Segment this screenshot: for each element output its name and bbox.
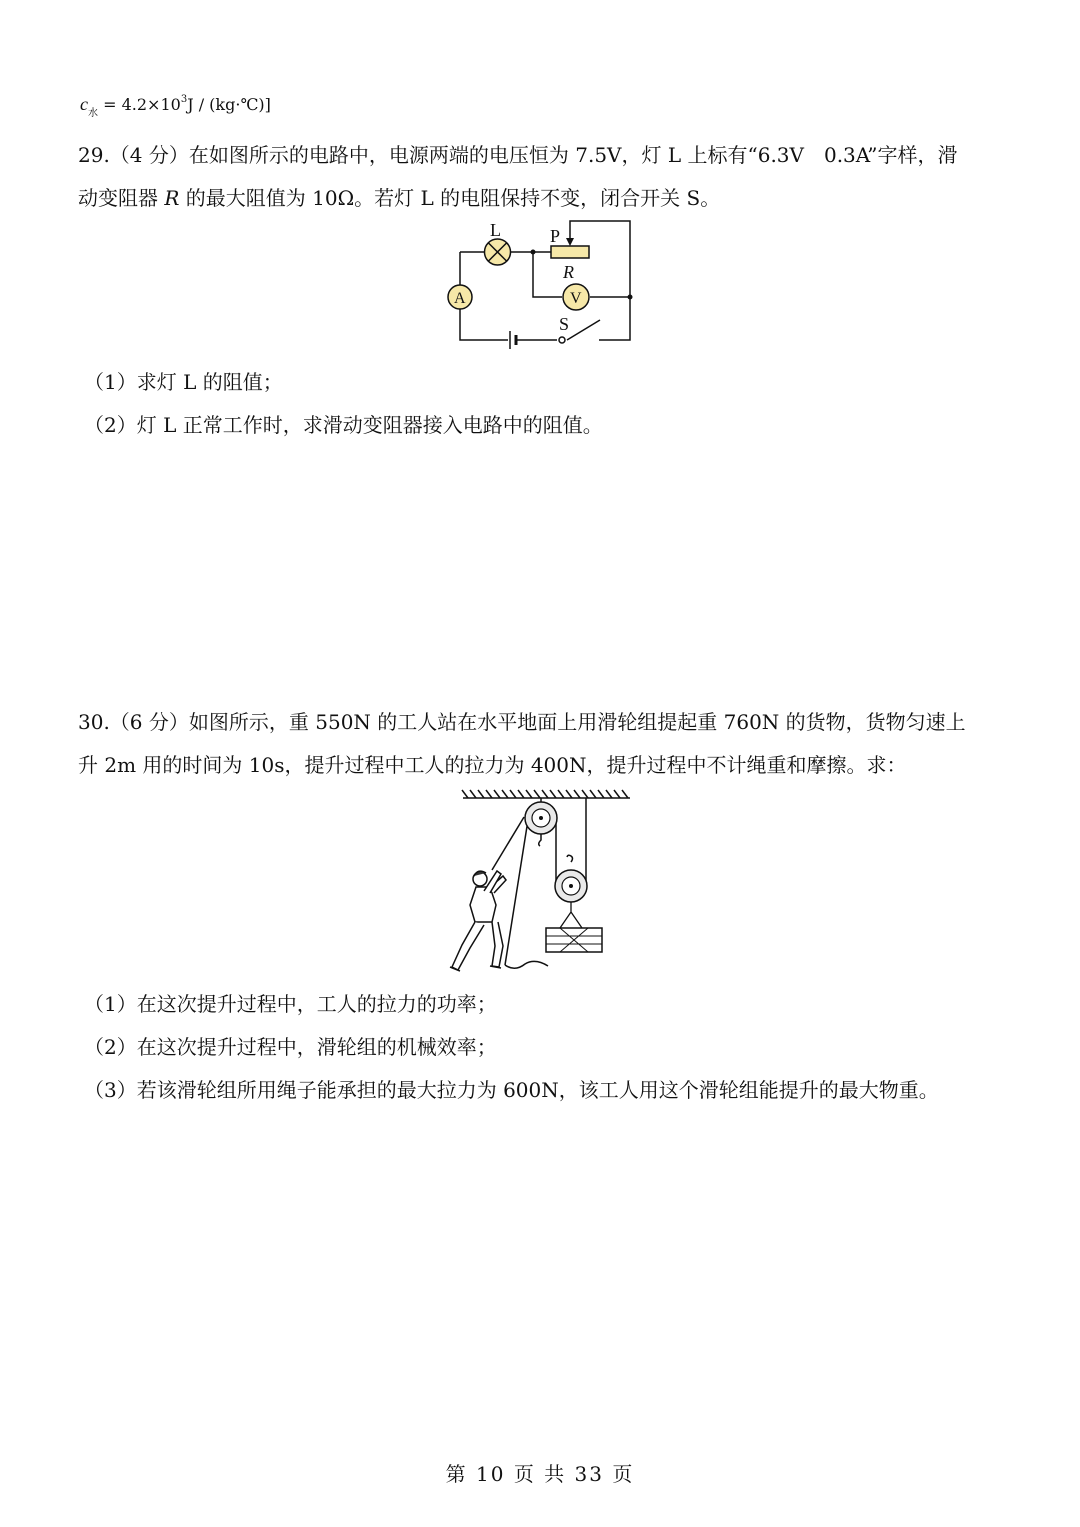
label-slider: P — [550, 226, 561, 246]
page-number-footer: 第 10 页 共 33 页 — [445, 1462, 635, 1486]
circuit-diagram — [440, 215, 640, 360]
movable-pulley-icon — [555, 870, 587, 928]
rheostat-symbol — [551, 246, 589, 258]
fixed-pulley-icon — [525, 802, 557, 834]
pulley-figure — [440, 785, 640, 980]
q30-sub1: （1）在这次提升过程中，工人的拉力的功率； — [84, 992, 497, 1016]
formula-base: 10 — [160, 95, 181, 114]
formula-exponent: 3 — [180, 94, 188, 105]
label-ammeter: A — [454, 290, 466, 307]
worker-figure-icon — [450, 871, 506, 971]
q29-line2-a: 动变阻器 — [78, 186, 158, 210]
q30-line1: 30.（6 分）如图所示，重 550N 的工人站在水平地面上用滑轮组提起重 760N 的货物，货物匀速上 — [78, 710, 966, 734]
junction-dot — [531, 250, 536, 255]
specific-heat-formula — [80, 90, 271, 122]
label-voltmeter: V — [570, 290, 582, 307]
cargo-crate-icon — [546, 928, 602, 952]
q30-sub2: （2）在这次提升过程中，滑轮组的机械效率； — [84, 1035, 497, 1059]
formula-symbol: c — [80, 94, 88, 114]
formula-unit-start: J / (kg· — [187, 95, 241, 114]
formula-mantissa: 4.2 — [121, 95, 148, 114]
label-lamp: L — [490, 220, 501, 240]
junction-dot — [628, 295, 633, 300]
label-resistor: R — [563, 262, 574, 282]
slider-arrow-icon — [566, 238, 574, 246]
q29-sub2: （2）灯 L 正常工作时，求滑动变阻器接入电路中的阻值。 — [84, 413, 603, 437]
switch-symbol — [559, 337, 565, 343]
formula-subscript: 水 — [88, 108, 98, 119]
q30-line2: 升 2m 用的时间为 10s，提升过程中工人的拉力为 400N，提升过程中不计绳重和摩擦。求： — [78, 753, 907, 777]
lamp-symbol — [485, 239, 511, 265]
q29-line2 — [78, 184, 720, 212]
q29-line1: 29.（4 分）在如图所示的电路中，电源两端的电压恒为 7.5V，灯 L 上标有“6.3V 0.3A”字样，滑 — [78, 143, 958, 167]
battery-symbol — [510, 331, 516, 349]
formula-times: × — [147, 95, 161, 114]
q29-sub1: （1）求灯 L 的阻值； — [84, 370, 283, 394]
label-switch: S — [559, 314, 570, 334]
q30-sub3: （3）若该滑轮组所用绳子能承担的最大拉力为 600N，该工人用这个滑轮组能提升的最大物重。 — [84, 1078, 939, 1102]
q29-line2-b: 的最大阻值为 10Ω。若灯 L 的电阻保持不变，闭合开关 S。 — [185, 186, 721, 210]
q29-line2-r: R — [164, 186, 180, 210]
formula-equals: = — [103, 95, 117, 114]
formula-unit-end: ℃)] — [240, 95, 271, 114]
